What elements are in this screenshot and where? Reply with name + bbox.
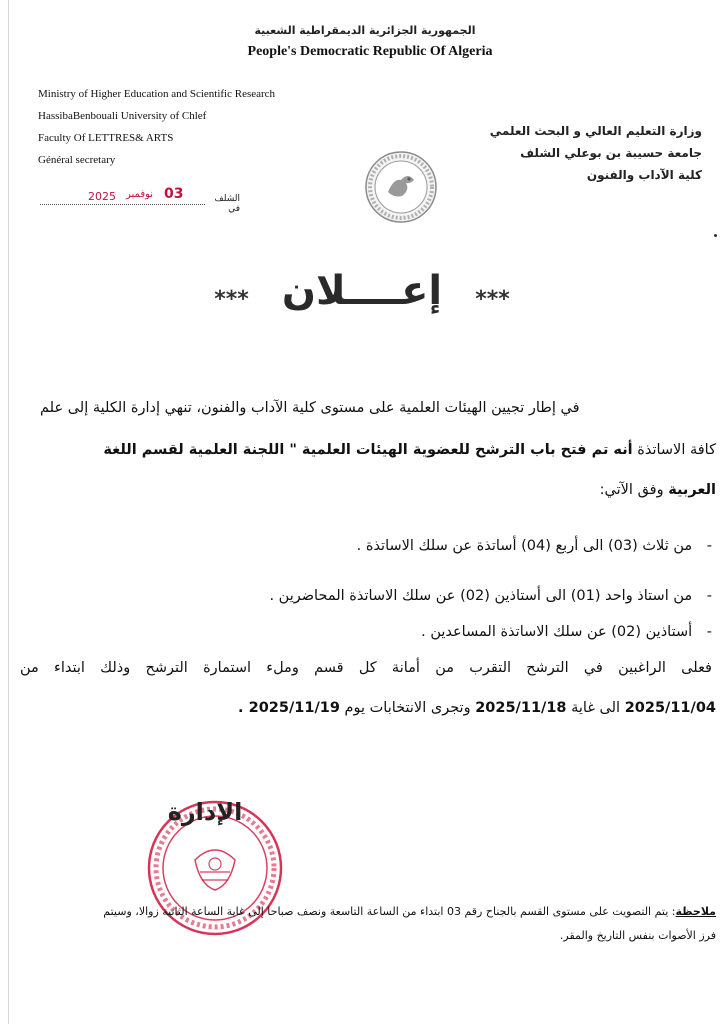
list-bullet: -	[706, 624, 712, 640]
right-institution-block	[480, 120, 702, 186]
note-line-1	[14, 900, 716, 924]
intro-line-3-normal: وفق الآتي:	[599, 482, 669, 498]
closing-until: الى غاية	[566, 700, 625, 716]
left-line-secretary: Général secretary	[38, 154, 116, 166]
signature-text: الإدارة	[167, 798, 243, 826]
closing-date-election: 2025/11/19	[248, 700, 340, 716]
list-item-text: من ثلاث (03) الى أربع (04) أساتذة عن سلك الاساتذة .	[356, 538, 693, 554]
closing-elections: وتجرى الانتخابات يوم	[339, 700, 476, 716]
title-stars-right: ***	[475, 287, 510, 312]
list-item	[20, 624, 712, 640]
speck	[714, 234, 717, 237]
list-bullet: -	[706, 588, 712, 604]
university-seal	[364, 150, 438, 224]
republic-arabic: الجمهورية الجزائرية الديمقراطية الشعبية	[254, 24, 476, 37]
closing-line-1-text: فعلى الراغبين في الترشح التقرب من أمانة كل قسم وملء استمارة الترشح وذلك ابتداء من	[20, 660, 712, 676]
intro-line-1	[40, 400, 708, 416]
date-year: 2025	[88, 190, 116, 203]
left-line-faculty: Faculty Of LETTRES& ARTS	[38, 132, 174, 144]
note-line-2: فرز الأصوات بنفس التاريخ والمقر.	[559, 929, 716, 942]
closing-date-to: 2025/11/18	[475, 700, 567, 716]
intro-line-2-normal: كافة الاساتذة	[632, 442, 716, 458]
page-edge	[8, 0, 9, 1024]
intro-line-3-bold: العربية	[668, 482, 716, 498]
closing-end: .	[238, 700, 249, 716]
date-month: نوفمبر	[126, 189, 154, 200]
announcement-title	[0, 268, 724, 338]
right-line-faculty: كلية الآداب والفنون	[586, 168, 702, 182]
date-label: الشلف في	[214, 194, 240, 214]
left-line-ministry: Ministry of Higher Education and Scientific Research	[38, 88, 276, 100]
date-stamp	[40, 186, 240, 216]
left-line-university: HassibaBenbouali University of Chlef	[38, 110, 207, 122]
closing-date-from: 2025/11/04	[624, 700, 716, 716]
list-item-text: أستاذين (02) عن سلك الاساتذة المساعدين .	[421, 624, 693, 640]
note-text: : يتم التصويت على مستوى القسم بالجناح رقم 03 ابتداء من الساعة التاسعة ونصف صباحا إلى غاية الساعة الثانية زوالا، وسيتم	[103, 905, 676, 918]
closing-line-2	[20, 700, 716, 716]
intro-line-3	[14, 482, 716, 498]
note-block	[14, 900, 716, 948]
republic-english: People's Democratic Republic Of Algeria	[247, 44, 493, 59]
closing-line-1	[20, 660, 712, 676]
intro-line-1-text: في إطار تجيين الهيئات العلمية على مستوى كلية الآداب والفنون، تنهي إدارة الكلية إلى علم	[40, 400, 580, 416]
title-text: إعــــلان	[281, 268, 443, 314]
title-stars-left: ***	[214, 287, 249, 312]
list-item-text: من استاذ واحد (01) الى أستاذين (02) عن سلك الاساتذة المحاضرين .	[269, 588, 693, 604]
date-day: 03	[164, 186, 184, 202]
left-institution-block	[38, 83, 318, 171]
right-line-ministry: وزارة التعليم العالي و البحث العلمي	[489, 124, 702, 138]
intro-line-2-bold: أنه تم فتح باب الترشح للعضوية الهيئات العلمية " اللجنة العلمية لقسم اللغة	[103, 442, 633, 458]
note-label: ملاحظة	[675, 905, 716, 918]
list-item	[20, 588, 712, 604]
intro-line-2	[14, 442, 716, 458]
right-line-university: جامعة حسيبة بن بوعلي الشلف	[520, 146, 702, 160]
list-item	[20, 538, 712, 554]
date-dotted-line	[40, 204, 205, 205]
seal-graphic	[364, 150, 438, 224]
list-bullet: -	[706, 538, 712, 554]
